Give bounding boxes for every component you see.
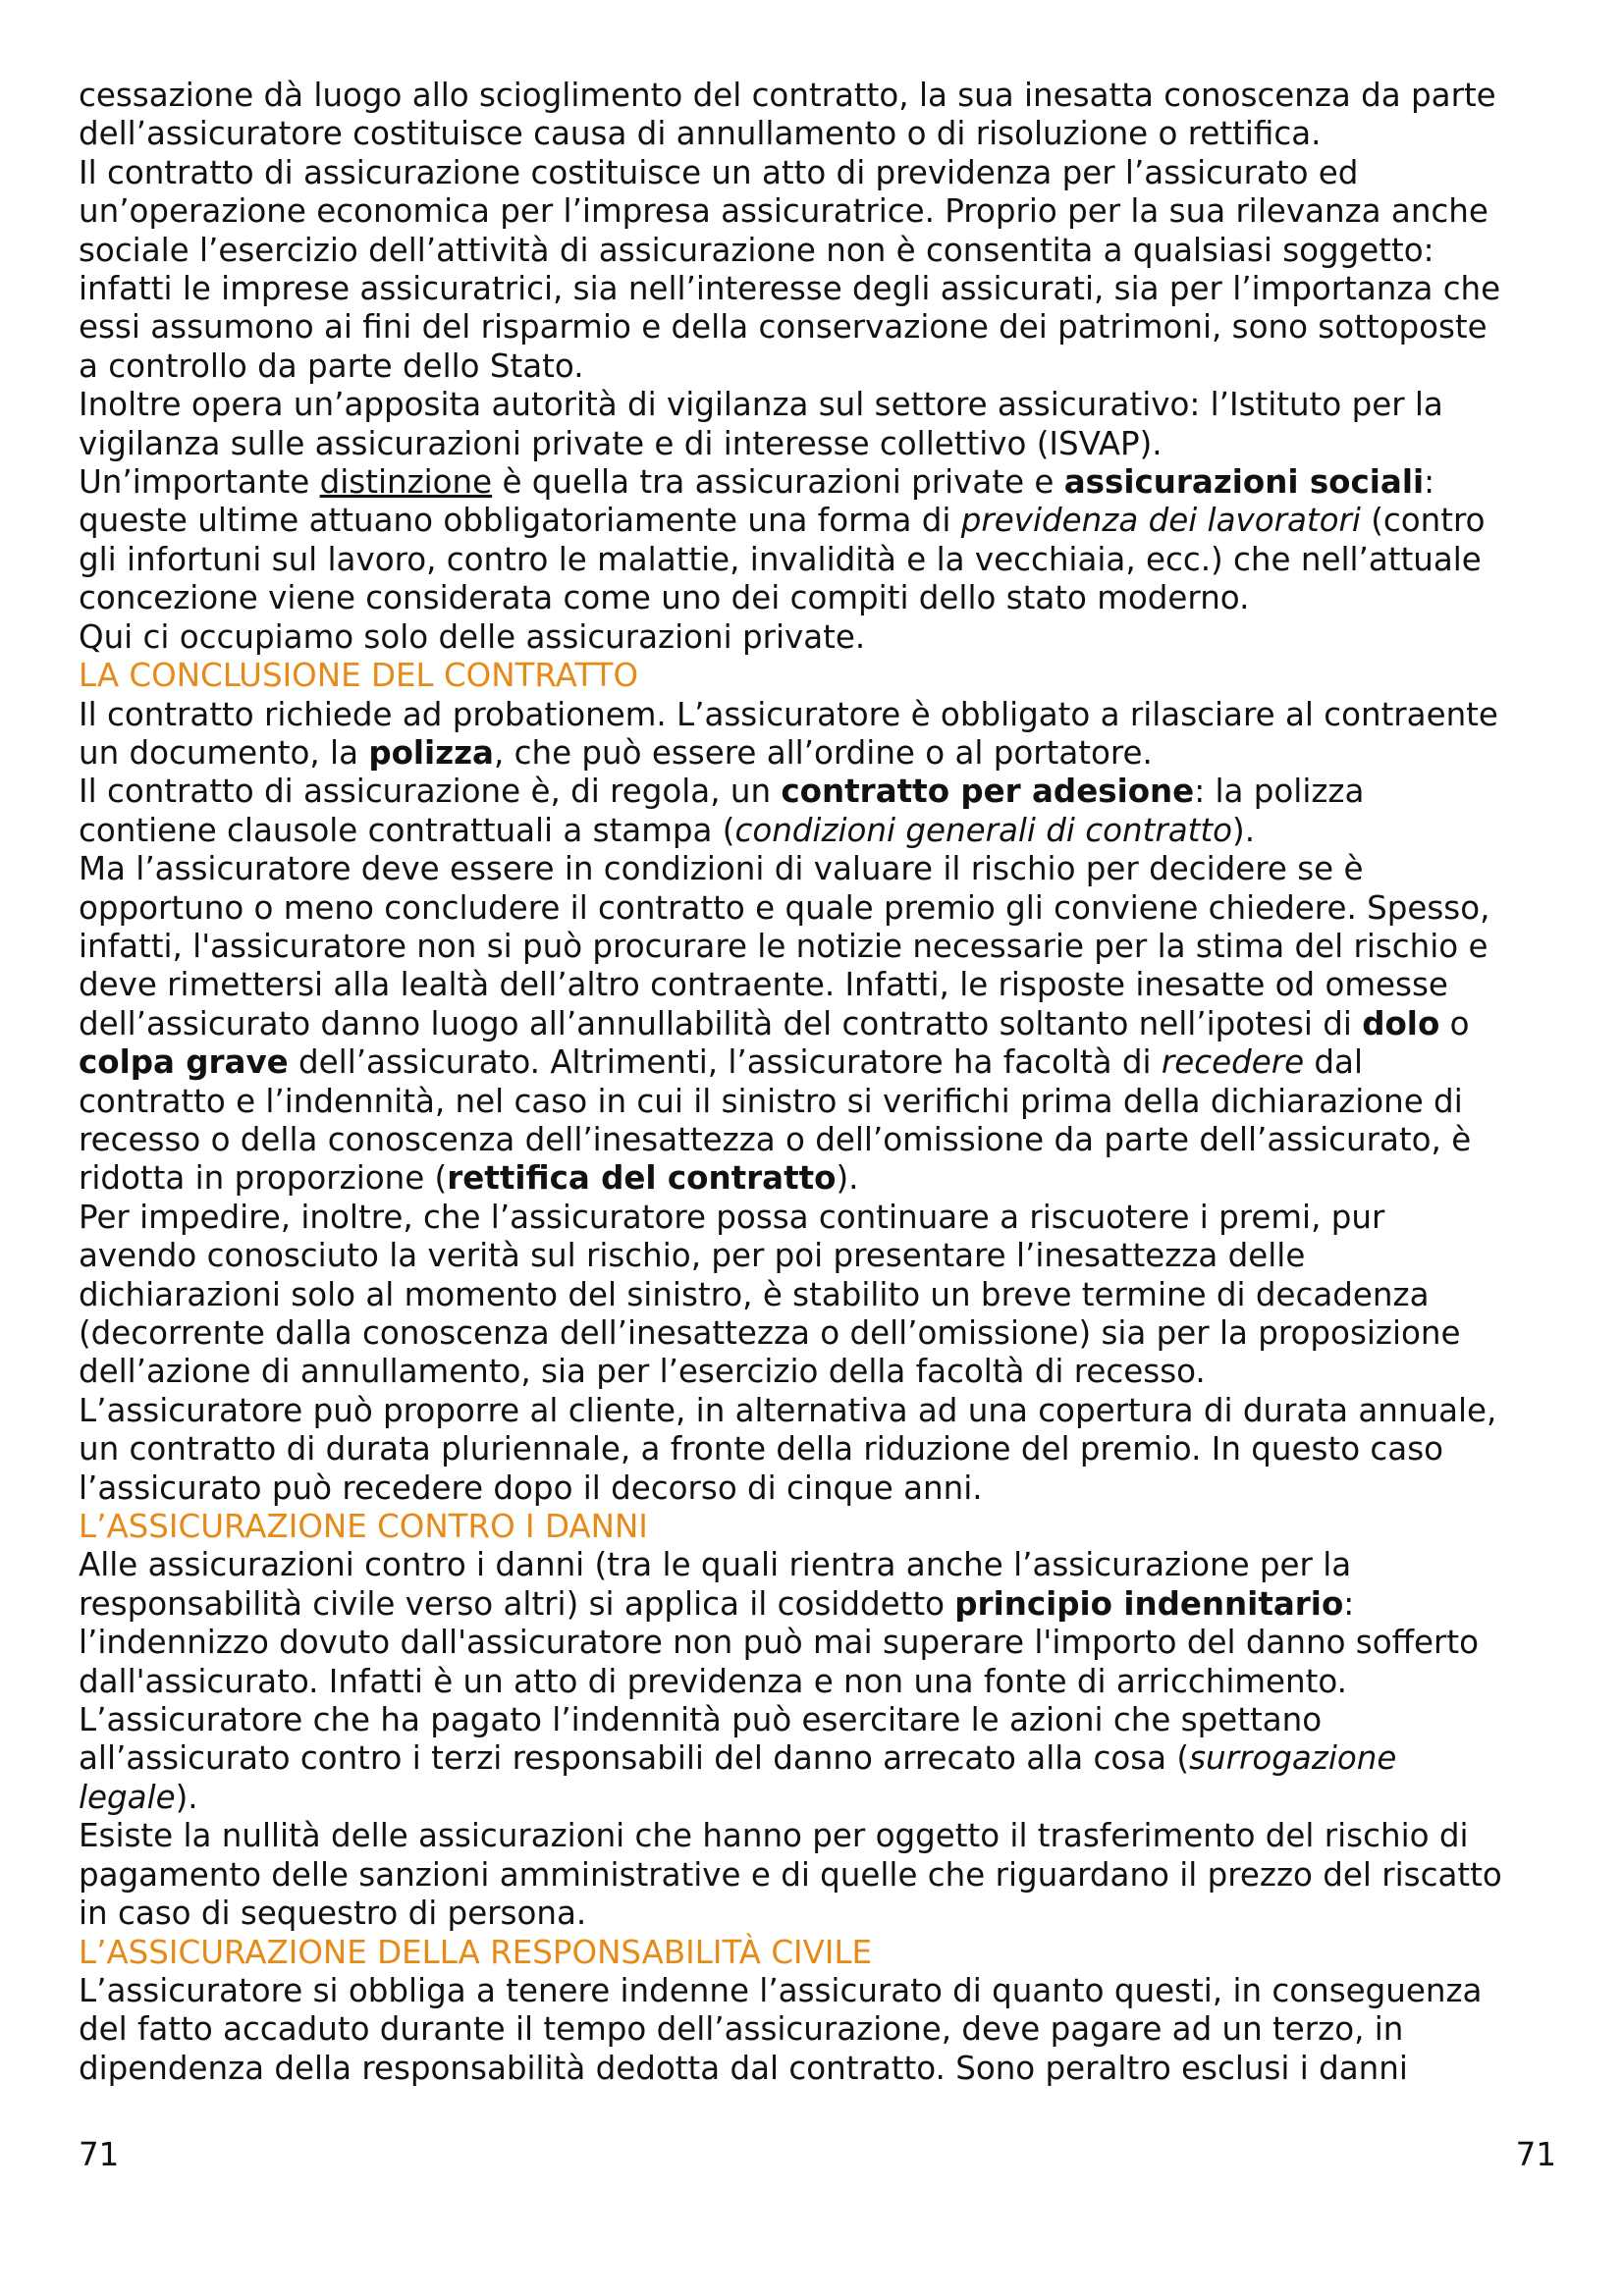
paragraph-responsabilita-civile: L’assicuratore si obbliga a tenere indenne l’assicurato di quanto questi, in conseguenza del fatto accaduto durante il tempo dell’assicurazione, deve pagare ad un terzo, in dipendenza della responsabilità dedotta dal contratto. Sono peraltro esclusi i danni xyxy=(79,1971,1483,2087)
bold-term: assicurazioni sociali xyxy=(1063,463,1425,502)
text-run: Un’importante xyxy=(79,463,320,502)
text-run: ). xyxy=(1232,811,1256,849)
underlined-term: distinzione xyxy=(319,463,493,502)
italic-term: previdenza dei lavoratori xyxy=(960,502,1361,540)
text-run: Il contratto richiede ad probationem. L’assicuratore è obbligato a rilasciare al contraente un documento, la xyxy=(79,695,1498,772)
bold-term: colpa grave xyxy=(79,1043,289,1082)
italic-term: recedere xyxy=(1161,1043,1305,1082)
section-heading-responsabilita: L’ASSICURAZIONE DELLA RESPONSABILITÀ CIVILE xyxy=(79,1933,873,1971)
italic-term: condizioni generali di contratto xyxy=(734,811,1233,849)
paragraph-surrogazione xyxy=(79,1701,1571,1817)
paragraph-rischio xyxy=(79,850,1571,1199)
text-run: Il contratto di assicurazione è, di regola, un xyxy=(79,773,782,811)
bold-term: contratto per adesione xyxy=(781,773,1195,811)
text-run: , che può essere all’ordine o al portatore. xyxy=(493,733,1153,772)
document-body xyxy=(79,77,1571,2088)
paragraph-contract-termination: cessazione dà luogo allo scioglimento del contratto, la sua inesatta conoscenza da parte dell’assicuratore costituisce causa di annullamento o di risoluzione o rettifica. xyxy=(79,77,1496,153)
text-run: L’assicuratore che ha pagato l’indennità può esercitare le azioni che spettano all’assicurato contro i terzi responsabili del danno arrecato alla cosa ( xyxy=(79,1701,1323,1778)
bold-term: rettifica del contratto xyxy=(447,1159,837,1198)
text-run: (contro gli infortuni sul lavoro, contro le malattie, invalidità e la vecchiaia, ecc.) che nell’attuale concezione viene considerata come uno dei compiti dello stato moderno. xyxy=(79,502,1486,617)
paragraph-pluriennale: L’assicuratore può proporre al cliente, in alternativa ad una copertura di durata annuale, un contratto di durata pluriennale, a fronte della riduzione del premio. In questo caso l’assicurato può recedere dopo il decorso di cinque anni. xyxy=(79,1391,1497,1507)
text-run: ). xyxy=(836,1159,859,1198)
text-run: è quella tra assicurazioni private e xyxy=(492,463,1064,502)
paragraph-adesione xyxy=(79,773,1571,850)
page-number-right: 71 xyxy=(1515,2136,1556,2173)
section-heading-danni: L’ASSICURAZIONE CONTRO I DANNI xyxy=(79,1508,648,1546)
text-run: : queste ultime attuano obbligatoriamente una forma di xyxy=(79,463,1435,540)
italic-term: surrogazione legale xyxy=(79,1739,1397,1816)
text-run: Alle assicurazioni contro i danni (tra le quali rientra anche l’assicurazione per la responsabilità civile verso altri) si applica il cosiddetto xyxy=(79,1546,1352,1623)
text-run: o xyxy=(1449,1004,1470,1042)
paragraph-distinction xyxy=(79,463,1571,618)
text-run: ). xyxy=(175,1778,198,1816)
text-run: dell’assicurato. Altrimenti, l’assicuratore ha facoltà di xyxy=(288,1043,1162,1082)
text-run: : l’indennizzo dovuto dall'assicuratore non può mai superare l'importo del danno sofferto dall'assicurato. Infatti è un atto di previdenza e non una fonte di arricchimento. xyxy=(79,1584,1479,1700)
text-run: dal contratto e l’indennità, nel caso in cui il sinistro si verifichi prima della dichiarazione di recesso o della conoscenza dell’inesattezza o dell’omissione da parte dell’assicurato, è ridotta in proporzione ( xyxy=(79,1043,1472,1198)
paragraph-polizza xyxy=(79,696,1571,774)
paragraph-private-only: Qui ci occupiamo solo delle assicurazioni private. xyxy=(79,617,866,656)
paragraph-indennitario xyxy=(79,1546,1571,1701)
page-number-left: 71 xyxy=(79,2136,120,2173)
text-run: Ma l’assicuratore deve essere in condizioni di valuare il rischio per decidere se è opportuno o meno concludere il contratto e quale premio gli conviene chiedere. Spesso, infatti, l'assicuratore non si può procurare le notizie necessarie per la stima del rischio e deve rimettersi alla lealtà dell’altro contraente. Infatti, le risposte inesatte od omesse dell’assicurato danno luogo all’annullabilità del contratto soltanto nell’ipotesi di xyxy=(79,850,1490,1042)
bold-term: dolo xyxy=(1362,1004,1440,1042)
paragraph-nullita: Esiste la nullità delle assicurazioni che hanno per oggetto il trasferimento del rischio di pagamento delle sanzioni amministrative e di quelle che riguardano il prezzo del riscatto in caso di sequestro di persona. xyxy=(79,1817,1502,1933)
bold-term: principio indennitario xyxy=(954,1584,1344,1623)
paragraph-insurance-contract: Il contratto di assicurazione costituisce un atto di previdenza per l’assicurato ed un’operazione economica per l’impresa assicuratrice. Proprio per la sua rilevanza anche sociale l’esercizio dell’attività di assicurazione non è consentita a qualsiasi soggetto: infatti le imprese assicuratrici, sia nell’interesse degli assicurati, sia per l’importanza che essi assumono ai fini del risparmio e della conservazione dei patrimoni, sono sottoposte a controllo da parte dello Stato. xyxy=(79,153,1501,385)
paragraph-isvap: Inoltre opera un’apposita autorità di vigilanza sul settore assicurativo: l’Istituto per la vigilanza sulle assicurazioni private e di interesse collettivo (ISVAP). xyxy=(79,386,1443,462)
bold-term: polizza xyxy=(368,733,494,772)
paragraph-decadenza: Per impedire, inoltre, che l’assicuratore possa continuare a riscuotere i premi, pur avendo conosciuto la verità sul rischio, per poi presentare l’inesattezza delle dichiarazioni solo al momento del sinistro, è stabilito un breve termine di decadenza (decorrente dalla conoscenza dell’inesattezza o dell’omissione) sia per la proposizione dell’azione di annullamento, sia per l’esercizio della facoltà di recesso. xyxy=(79,1198,1461,1391)
text-run: : la polizza contiene clausole contrattuali a stampa ( xyxy=(79,773,1365,849)
section-heading-conclusione: LA CONCLUSIONE DEL CONTRATTO xyxy=(79,657,639,695)
